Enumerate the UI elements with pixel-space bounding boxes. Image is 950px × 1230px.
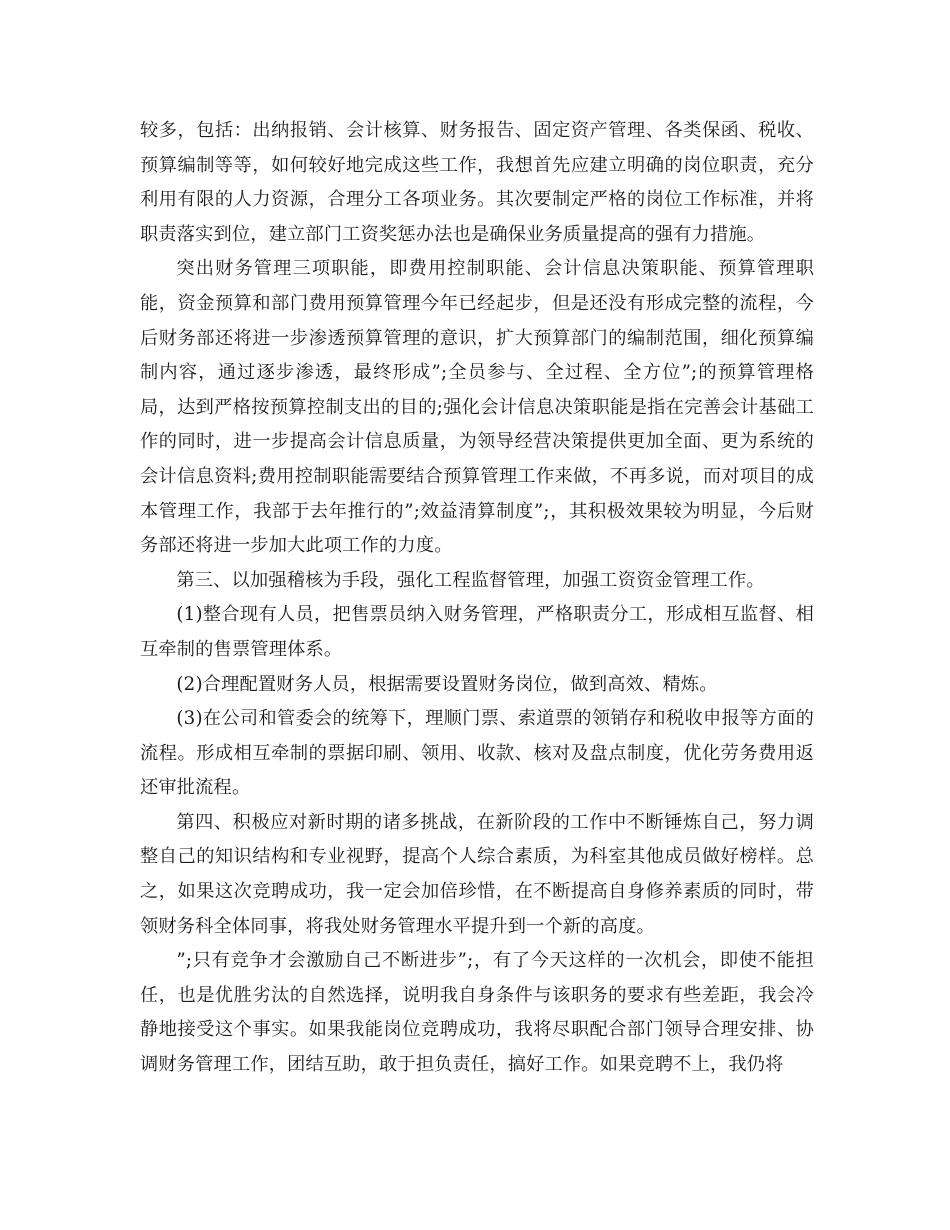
document-body [140, 114, 814, 1083]
paragraph-7: 第四、积极应对新时期的诸多挑战，在新阶段的工作中不断锤炼自己，努力调整自己的知识结构和专业视野，提高个人综合素质，为科室其他成员做好榜样。总之，如果这次竞聘成功，我一定会加倍珍惜，在不断提高自身修养素质的同时，带领财务科全体同事，将我处财务管理水平提升到一个新的高度。 [140, 811, 814, 937]
paragraph-1: 较多，包括：出纳报销、会计核算、财务报告、固定资产管理、各类保函、税收、预算编制等等，如何较好地完成这些工作，我想首先应建立明确的岗位职责，充分利用有限的人力资源，合理分工各项业务。其次要制定严格的岗位工作标准，并将职责落实到位，建立部门工资奖惩办法也是确保业务质量提高的强有力措施。 [140, 120, 814, 245]
paragraph-6: (3)在公司和管委会的统筹下，理顺门票、索道票的领销存和税收申报等方面的流程。形成相互牵制的票据印刷、领用、收款、核对及盘点制度，优化劳务费用返还审批流程。 [140, 708, 814, 799]
paragraph-4: (1)整合现有人员，把售票员纳入财务管理，严格职责分工，形成相互监督、相互牵制的售票管理体系。 [140, 604, 814, 660]
paragraph-3: 第三、以加强稽核为手段，强化工程监督管理，加强工资资金管理工作。 [176, 569, 765, 591]
paragraph-8: ”;只有竞争才会激励自己不断进步”;，有了今天这样的一次机会，即使不能担任，也是优胜劣汰的自然选择，说明我自身条件与该职务的要求有些差距，我会冷静地接受这个事实。如果我能岗位竞聘成功，我将尽职配合部门领导合理安排、协调财务管理工作，团结互助，敢于担负责任，搞好工作。如果竞聘不上，我仍将 [140, 950, 814, 1076]
paragraph-2: 突出财务管理三项职能，即费用控制职能、会计信息决策职能、预算管理职能，资金预算和部门费用预算管理今年已经起步，但是还没有形成完整的流程，今后财务部还将进一步渗透预算管理的意识，扩大预算部门的编制范围，细化预算编制内容，通过逐步渗透，最终形成”;全员参与、全过程、全方位”;的预算管理格局，达到严格按预算控制支出的目的;强化会计信息决策职能是指在完善会计基础工作的同时，进一步提高会计信息质量，为领导经营决策提供更加全面、更为系统的会计信息资料;费用控制职能需要结合预算管理工作来做，不再多说，而对项目的成本管理工作，我部于去年推行的”;效益清算制度”;，其积极效果较为明显，今后财务部还将进一步加大此项工作的力度。 [140, 258, 814, 557]
paragraph-5: (2)合理配置财务人员，根据需要设置财务岗位，做到高效、精炼。 [176, 673, 718, 695]
